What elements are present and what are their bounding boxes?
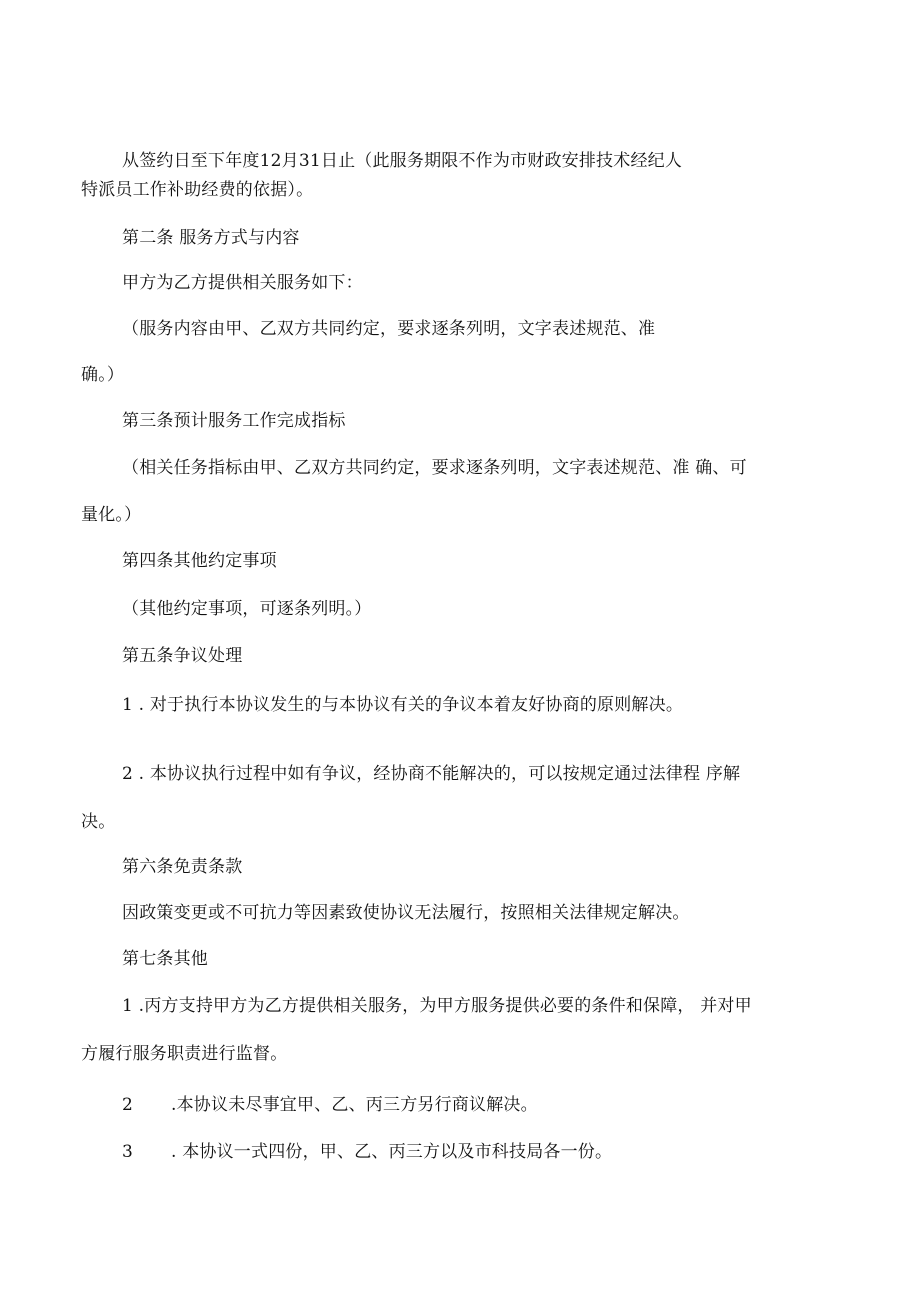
paragraph-line: 确。）	[81, 365, 125, 385]
paragraph-line: 因政策变更或不可抗力等因素致使协议无法履行，按照相关法律规定解决。	[122, 903, 690, 923]
paragraph-line: （相关任务指标由甲、乙双方共同约定，要求逐条列明，文字表述规范、准 确、可	[122, 458, 747, 478]
section-heading: 第三条预计服务工作完成指标	[122, 411, 346, 431]
paragraph-line: 量化。）	[81, 505, 142, 525]
list-item: 1 .丙方支持甲方为乙方提供相关服务，为甲方服务提供必要的条件和保障， 并对甲	[122, 996, 752, 1016]
paragraph-line: 甲方为乙方提供相关服务如下：	[122, 273, 363, 293]
section-heading: 第七条其他	[122, 949, 208, 969]
list-item: . 本协议一式四份，甲、乙、丙三方以及市科技局各一份。	[171, 1142, 613, 1162]
list-item: .本协议未尽事宜甲、乙、丙三方另行商议解决。	[171, 1095, 538, 1115]
section-heading: 第五条争议处理	[122, 646, 243, 666]
paragraph-line: 特派员工作补助经费的依据）。	[81, 180, 314, 200]
list-number: 2	[122, 1095, 134, 1115]
list-item: 2 . 本协议执行过程中如有争议，经协商不能解决的，可以按规定通过法律程 序解	[122, 764, 741, 784]
paragraph-line: 从签约日至下年度12月31日止（此服务期限不作为市财政安排技术经纪人	[122, 151, 683, 171]
list-number: 3	[122, 1142, 134, 1162]
section-heading: 第六条免责条款	[122, 857, 243, 877]
paragraph-line: 方履行服务职责进行监督。	[81, 1044, 288, 1064]
section-heading: 第四条其他约定事项	[122, 551, 277, 571]
paragraph-line: （其他约定事项，可逐条列明。）	[122, 599, 372, 619]
section-heading: 第二条 服务方式与内容	[122, 228, 300, 248]
paragraph-line: （服务内容由甲、乙双方共同约定，要求逐条列明，文字表述规范、准	[122, 319, 656, 339]
paragraph-line: 决。	[81, 812, 116, 832]
list-item: 1 . 对于执行本协议发生的与本协议有关的争议本着友好协商的原则解决。	[122, 695, 684, 715]
